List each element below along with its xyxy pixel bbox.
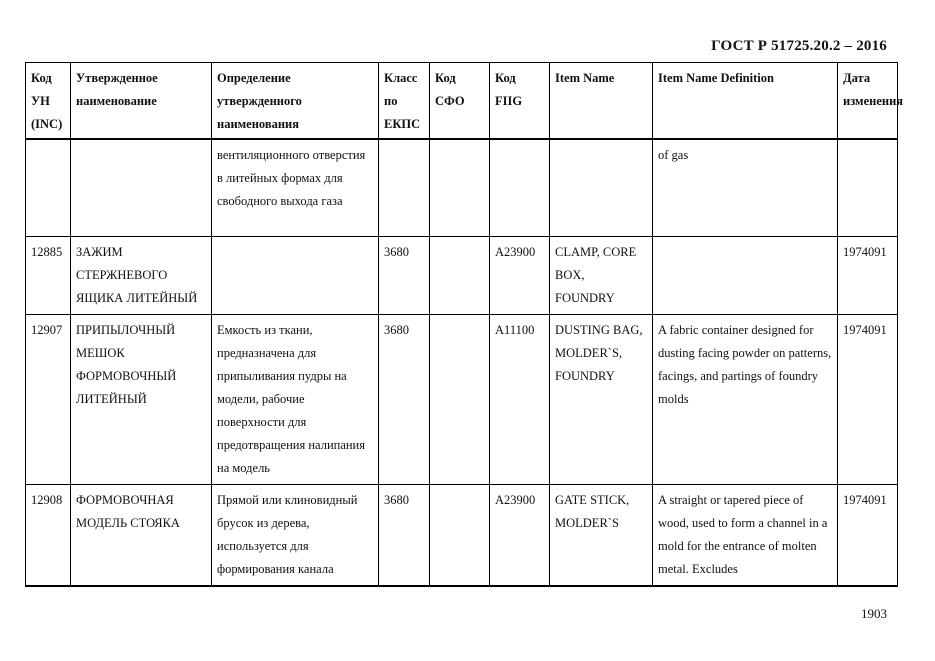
cell-sfo [430, 237, 490, 315]
cell-item-definition: of gas [653, 139, 838, 237]
cell-definition: Емкость из ткани, предназначена для припыливания пудры на модели, рабочие поверхности для предотвращения налипания на модель [212, 315, 379, 485]
cell-date [838, 139, 898, 237]
table-row [26, 315, 898, 485]
cell-fiig: A11100 [490, 315, 550, 485]
cell-item-name: CLAMP, CORE BOX, FOUNDRY [550, 237, 653, 315]
col-header-item-name: Item Name [550, 63, 653, 140]
table-row [26, 237, 898, 315]
cell-item-definition: A fabric container designed for dusting facing powder on patterns, facings, and partings of foundry molds [653, 315, 838, 485]
cell-item-name: GATE STICK, MOLDER`S [550, 485, 653, 587]
cell-definition: Прямой или клиновидный брусок из дерева, используется для формирования канала [212, 485, 379, 587]
col-header-approved-name: Утвержденное наименование [71, 63, 212, 140]
cell-fiig [490, 139, 550, 237]
cell-item-name: DUSTING BAG, MOLDER`S, FOUNDRY [550, 315, 653, 485]
cell-inc: 12885 [26, 237, 71, 315]
cell-date: 1974091 [838, 315, 898, 485]
document-header: ГОСТ Р 51725.20.2 – 2016 [711, 38, 887, 54]
cell-inc: 12907 [26, 315, 71, 485]
cell-inc [26, 139, 71, 237]
cell-inc: 12908 [26, 485, 71, 587]
nomenclature-table [25, 62, 904, 587]
cell-approved-name: ФОРМОВОЧНАЯ МОДЕЛЬ СТОЯКА [71, 485, 212, 587]
cell-sfo [430, 139, 490, 237]
cell-fiig: A23900 [490, 237, 550, 315]
cell-class [379, 139, 430, 237]
table-row-continuation [26, 139, 898, 237]
cell-approved-name: ПРИПЫЛОЧНЫЙ МЕШОК ФОРМОВОЧНЫЙ ЛИТЕЙНЫЙ [71, 315, 212, 485]
cell-date: 1974091 [838, 237, 898, 315]
cell-approved-name [71, 139, 212, 237]
table-header-row [26, 63, 898, 140]
cell-sfo [430, 485, 490, 587]
cell-class: 3680 [379, 237, 430, 315]
page-number: 1903 [861, 606, 887, 621]
cell-approved-name: ЗАЖИМ СТЕРЖНЕВОГО ЯЩИКА ЛИТЕЙНЫЙ [71, 237, 212, 315]
col-header-definition: Определение утвержденного наименования [212, 63, 379, 140]
cell-definition: вентиляционного отверстия в литейных формах для свободного выхода газа [212, 139, 379, 237]
cell-item-name [550, 139, 653, 237]
col-header-inc: Код УН (INC) [26, 63, 71, 140]
cell-class: 3680 [379, 315, 430, 485]
col-header-sfo-code: Код СФО [430, 63, 490, 140]
cell-item-definition: A straight or tapered piece of wood, used to form a channel in a mold for the entrance of molten metal. Excludes [653, 485, 838, 587]
cell-sfo [430, 315, 490, 485]
table-row [26, 485, 898, 587]
cell-fiig: A23900 [490, 485, 550, 587]
col-header-ekps-class: Класс по ЕКПС [379, 63, 430, 140]
cell-class: 3680 [379, 485, 430, 587]
col-header-change-date: Дата изменения [838, 63, 898, 140]
cell-date: 1974091 [838, 485, 898, 587]
cell-item-definition [653, 237, 838, 315]
col-header-item-name-definition: Item Name Definition [653, 63, 838, 140]
cell-definition [212, 237, 379, 315]
col-header-fiig-code: Код FIIG [490, 63, 550, 140]
